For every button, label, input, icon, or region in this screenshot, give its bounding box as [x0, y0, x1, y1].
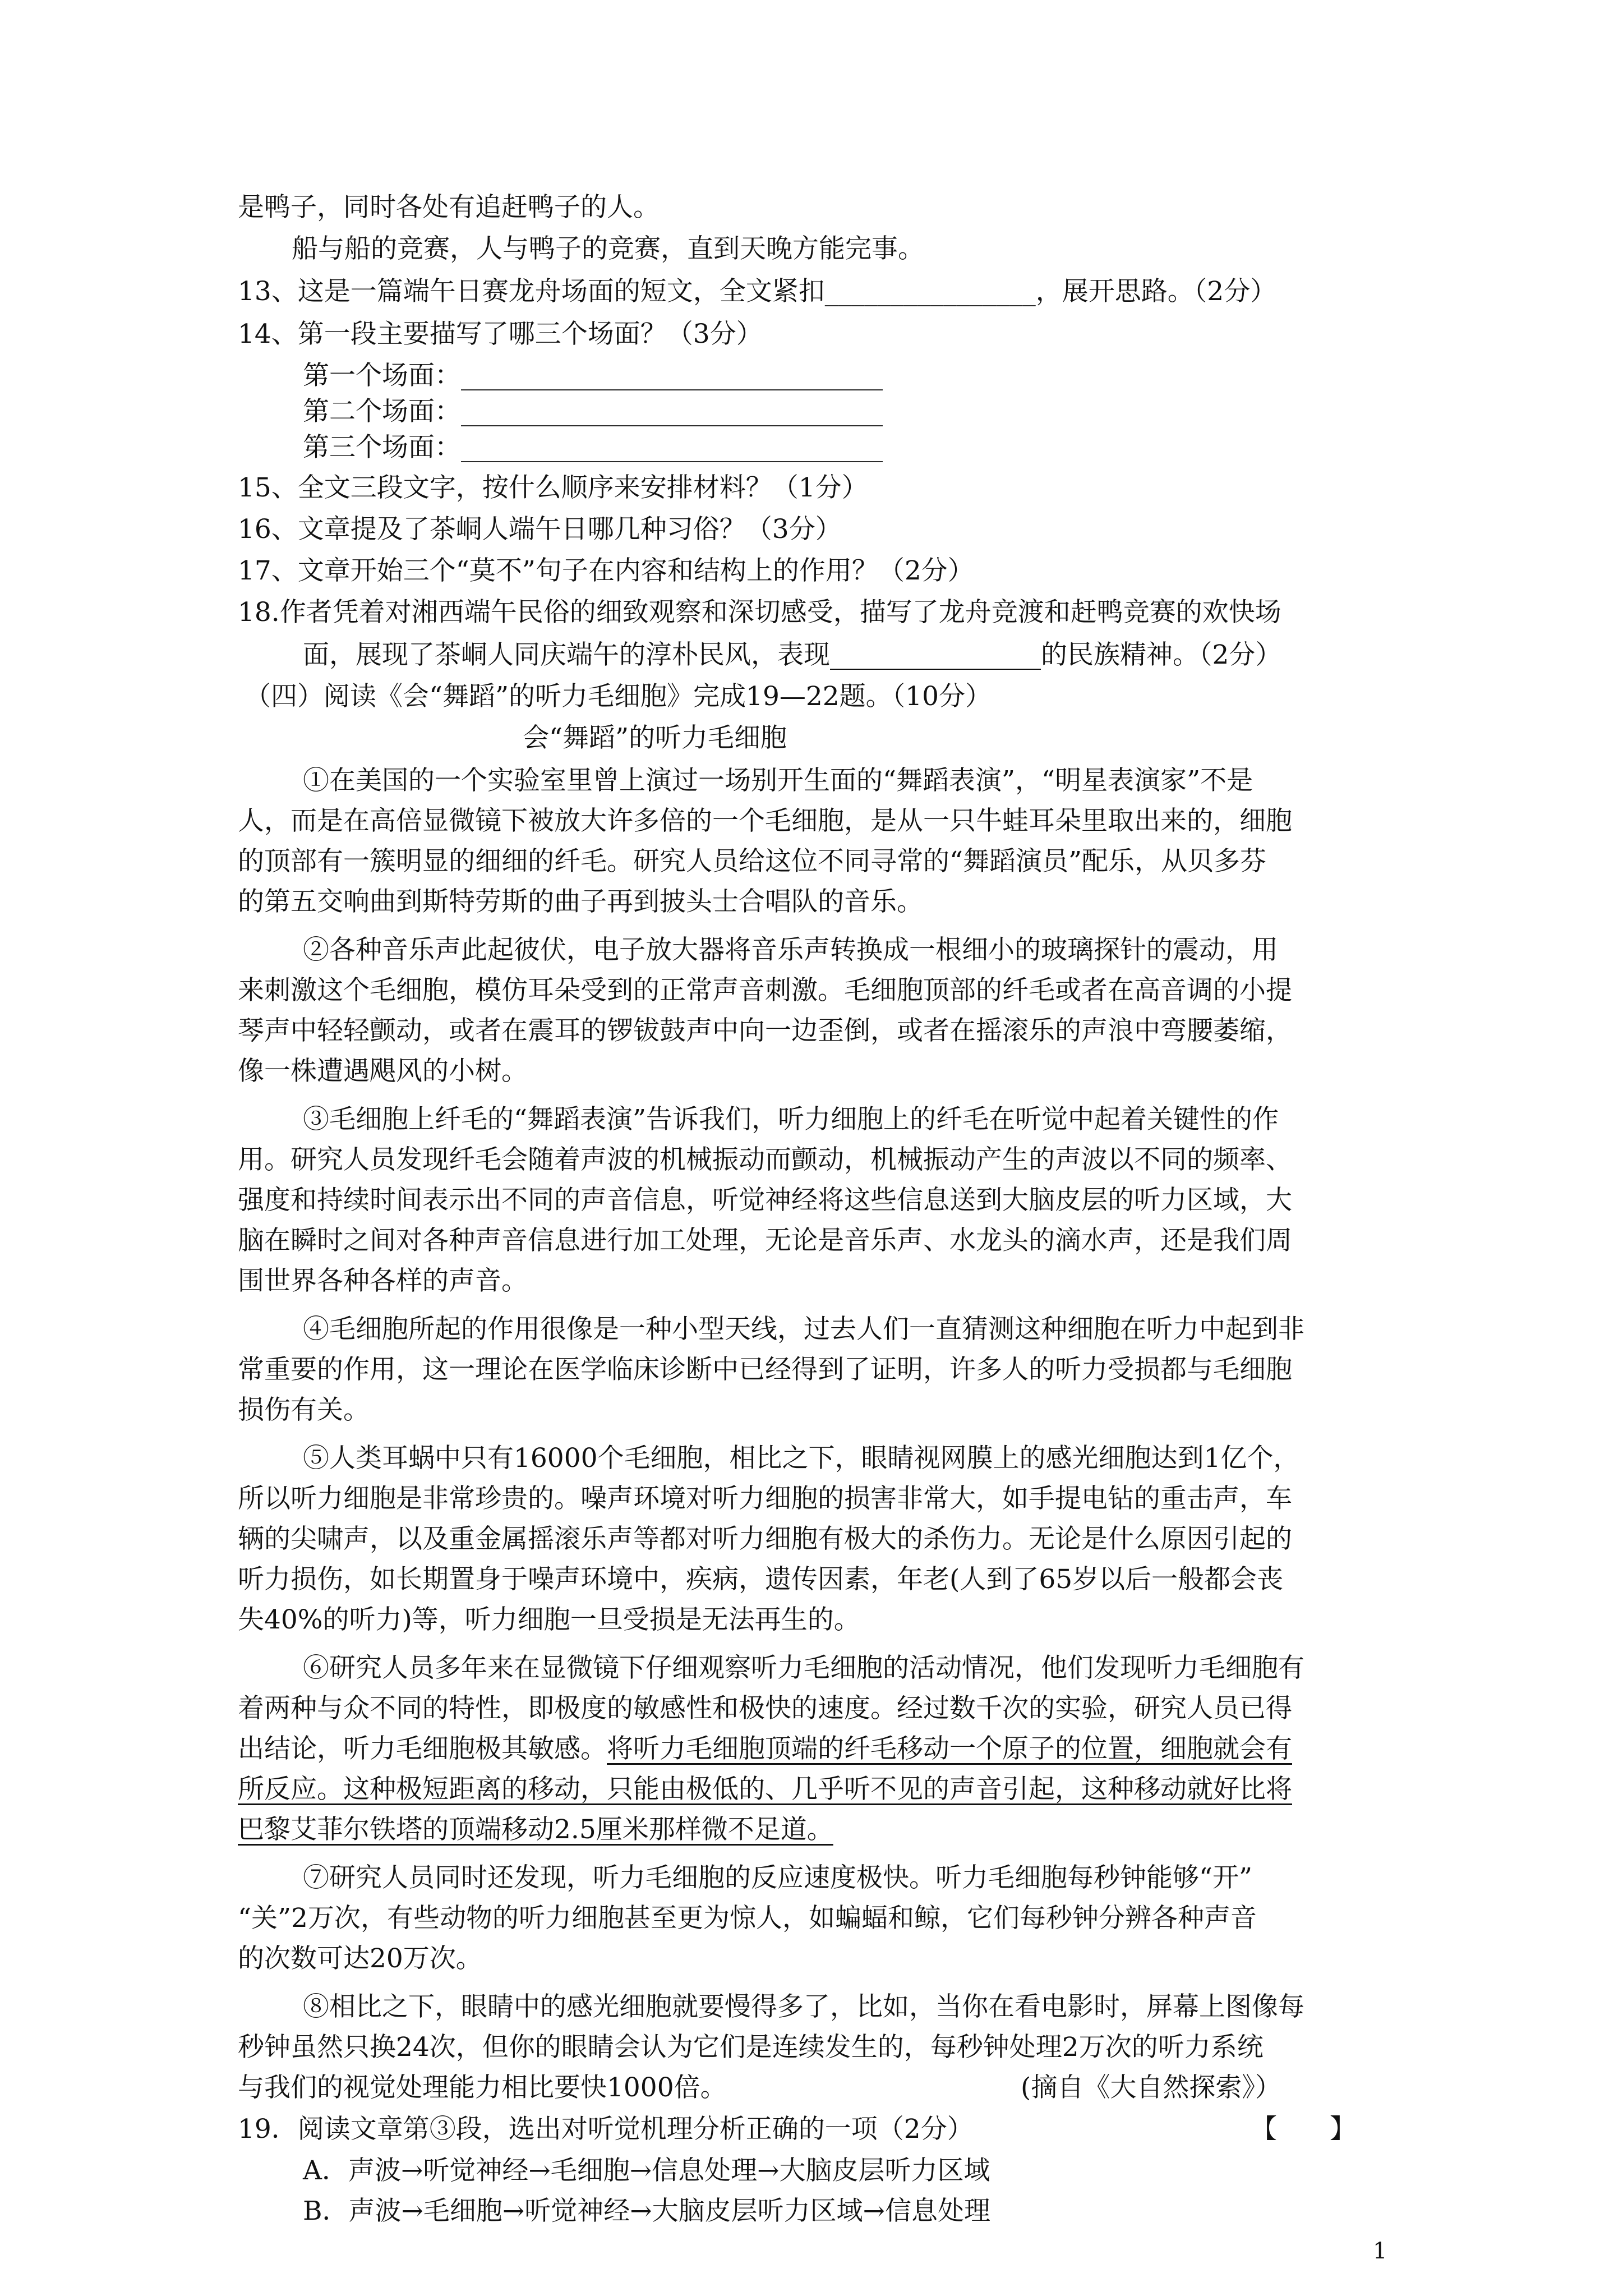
paragraph-6: ⑥研究人员多年来在显微镜下仔细观察听力毛细胞的活动情况，他们发现听力毛细胞有	[303, 1653, 1304, 1683]
answer-line-2: 第二个场面：________________________________	[303, 396, 883, 427]
paragraph-8: 与我们的视觉处理能力相比要快1000倍。	[238, 2072, 727, 2103]
underlined-sentence: 所反应。这种极短距离的移动，只能由极低的、几乎听不见的声音引起，这种移动就好比将	[238, 1774, 1292, 1805]
paragraph-5: 失40%的听力)等，听力细胞一旦受损是无法再生的。	[238, 1604, 860, 1635]
question-19: 19．阅读文章第③段，选出对听觉机理分析正确的一项（2分）	[238, 2114, 974, 2145]
paragraph-5: 听力损伤，如长期置身于噪声环境中，疾病，遗传因素，年老(人到了65岁以后一般都会丧	[238, 1564, 1284, 1595]
underlined-sentence: 巴黎艾菲尔铁塔的顶端移动2.5厘米那样微不足道。	[238, 1814, 833, 1845]
paragraph-1: 的第五交响曲到斯特劳斯的曲子再到披头士合唱队的音乐。	[238, 886, 923, 917]
article-title: 会“舞蹈”的听力毛细胞	[523, 723, 787, 753]
option-a: A．声波→听觉神经→毛细胞→信息处理→大脑皮层听力区域	[303, 2155, 990, 2186]
paragraph-1: ①在美国的一个实验室里曾上演过一场别开生面的“舞蹈表演”，“明星表演家”不是	[303, 765, 1253, 796]
question-13: 13、这是一篇端午日赛龙舟场面的短文，全文紧扣________________，展开思路。（2分）	[238, 276, 1277, 307]
question-15: 15、全文三段文字，按什么顺序来安排材料？（1分）	[238, 472, 868, 503]
underlined-sentence: 将听力毛细胞顶端的纤毛移动一个原子的位置，细胞就会有	[607, 1733, 1292, 1764]
paragraph-4: 常重要的作用，这一理论在医学临床诊断中已经得到了证明，许多人的听力受损都与毛细胞	[238, 1354, 1292, 1385]
paragraph-7: ⑦研究人员同时还发现，听力毛细胞的反应速度极快。听力毛细胞每秒钟能够“开”	[303, 1862, 1253, 1893]
paragraph-6	[238, 1732, 1292, 1766]
text-line: 是鸭子，同时各处有追赶鸭子的人。	[238, 192, 660, 223]
paragraph-4: 损伤有关。	[238, 1395, 370, 1425]
paragraph-3: ③毛细胞上纤毛的“舞蹈表演”告诉我们，听力细胞上的纤毛在听觉中起着关键性的作	[303, 1104, 1279, 1135]
question-17: 17、文章开始三个“莫不”句子在内容和结构上的作用？（2分）	[238, 555, 974, 586]
paragraph-3: 脑在瞬时之间对各种声音信息进行加工处理，无论是音乐声、水龙头的滴水声，还是我们周	[238, 1225, 1292, 1256]
question-16: 16、文章提及了茶峒人端午日哪几种习俗？（3分）	[238, 514, 842, 545]
answer-bracket: 【 】	[1251, 2114, 1356, 2145]
question-18: 18.作者凭着对湘西端午民俗的细致观察和深切感受，描写了龙舟竞渡和赶鸭竞赛的欢快场	[238, 597, 1281, 628]
paragraph-2: 琴声中轻轻颤动，或者在震耳的锣钹鼓声中向一边歪倒，或者在摇滚乐的声浪中弯腰萎缩，	[238, 1015, 1292, 1046]
paragraph-8: ⑧相比之下，眼睛中的感光细胞就要慢得多了，比如，当你在看电影时，屏幕上图像每	[303, 1991, 1304, 2022]
paragraph-3: 围世界各种各样的声音。	[238, 1266, 528, 1296]
answer-line-3: 第三个场面：________________________________	[303, 432, 883, 463]
paragraph-7: 的次数可达20万次。	[238, 1943, 482, 1974]
page-number: 1	[1373, 2238, 1387, 2264]
paragraph-6: 着两种与众不同的特性，即极度的敏感性和极快的速度。经过数千次的实验，研究人员已得	[238, 1693, 1292, 1724]
paragraph-6-text: 出结论，听力毛细胞极其敏感。	[238, 1733, 607, 1764]
paragraph-2: ②各种音乐声此起彼伏，电子放大器将音乐声转换成一根细小的玻璃探针的震动，用	[303, 935, 1278, 965]
paragraph-3: 用。研究人员发现纤毛会随着声波的机械振动而颤动，机械振动产生的声波以不同的频率、	[238, 1144, 1292, 1175]
question-14: 14、第一段主要描写了哪三个场面？（3分）	[238, 319, 763, 349]
paragraph-3: 强度和持续时间表示出不同的声音信息，听觉神经将这些信息送到大脑皮层的听力区域，大	[238, 1185, 1292, 1216]
source-citation: (摘自《大自然探索》）	[1021, 2072, 1281, 2103]
paragraph-5: 所以听力细胞是非常珍贵的。噪声环境对听力细胞的损害非常大，如手提电钻的重击声，车	[238, 1483, 1292, 1514]
option-b: B．声波→毛细胞→听觉神经→大脑皮层听力区域→信息处理	[303, 2196, 991, 2226]
section-4-heading: （四）阅读《会“舞蹈”的听力毛细胞》完成19—22题。（10分）	[245, 681, 992, 712]
paragraph-5: ⑤人类耳蜗中只有16000个毛细胞，相比之下，眼睛视网膜上的感光细胞达到1亿个，	[303, 1443, 1300, 1474]
text-line: 船与船的竞赛，人与鸭子的竞赛，直到天晚方能完事。	[292, 233, 924, 264]
paragraph-8: 秒钟虽然只换24次，但你的眼睛会认为它们是连续发生的，每秒钟处理2万次的听力系统	[238, 2032, 1264, 2063]
paragraph-7: “关”2万次，有些动物的听力细胞甚至更为惊人，如蝙蝠和鲸，它们每秒钟分辨各种声音	[238, 1903, 1257, 1934]
paragraph-1: 的顶部有一簇明显的细细的纤毛。研究人员给这位不同寻常的“舞蹈演员”配乐，从贝多芬	[238, 846, 1267, 877]
answer-line-1: 第一个场面：________________________________	[303, 360, 883, 391]
paragraph-4: ④毛细胞所起的作用很像是一种小型天线，过去人们一直猜测这种细胞在听力中起到非	[303, 1314, 1304, 1345]
paragraph-1: 人，而是在高倍显微镜下被放大许多倍的一个毛细胞，是从一只牛蛙耳朵里取出来的，细胞	[238, 806, 1292, 836]
paragraph-5: 辆的尖啸声，以及重金属摇滚乐声等都对听力细胞有极大的杀伤力。无论是什么原因引起的	[238, 1524, 1292, 1554]
paragraph-2: 来刺激这个毛细胞，模仿耳朵受到的正常声音刺激。毛细胞顶部的纤毛或者在高音调的小提	[238, 975, 1292, 1006]
question-18-cont: 面，展现了茶峒人同庆端午的淳朴民风，表现________________的民族精神。（2分）	[303, 639, 1282, 670]
paragraph-2: 像一株遭遇飓风的小树。	[238, 1056, 528, 1087]
